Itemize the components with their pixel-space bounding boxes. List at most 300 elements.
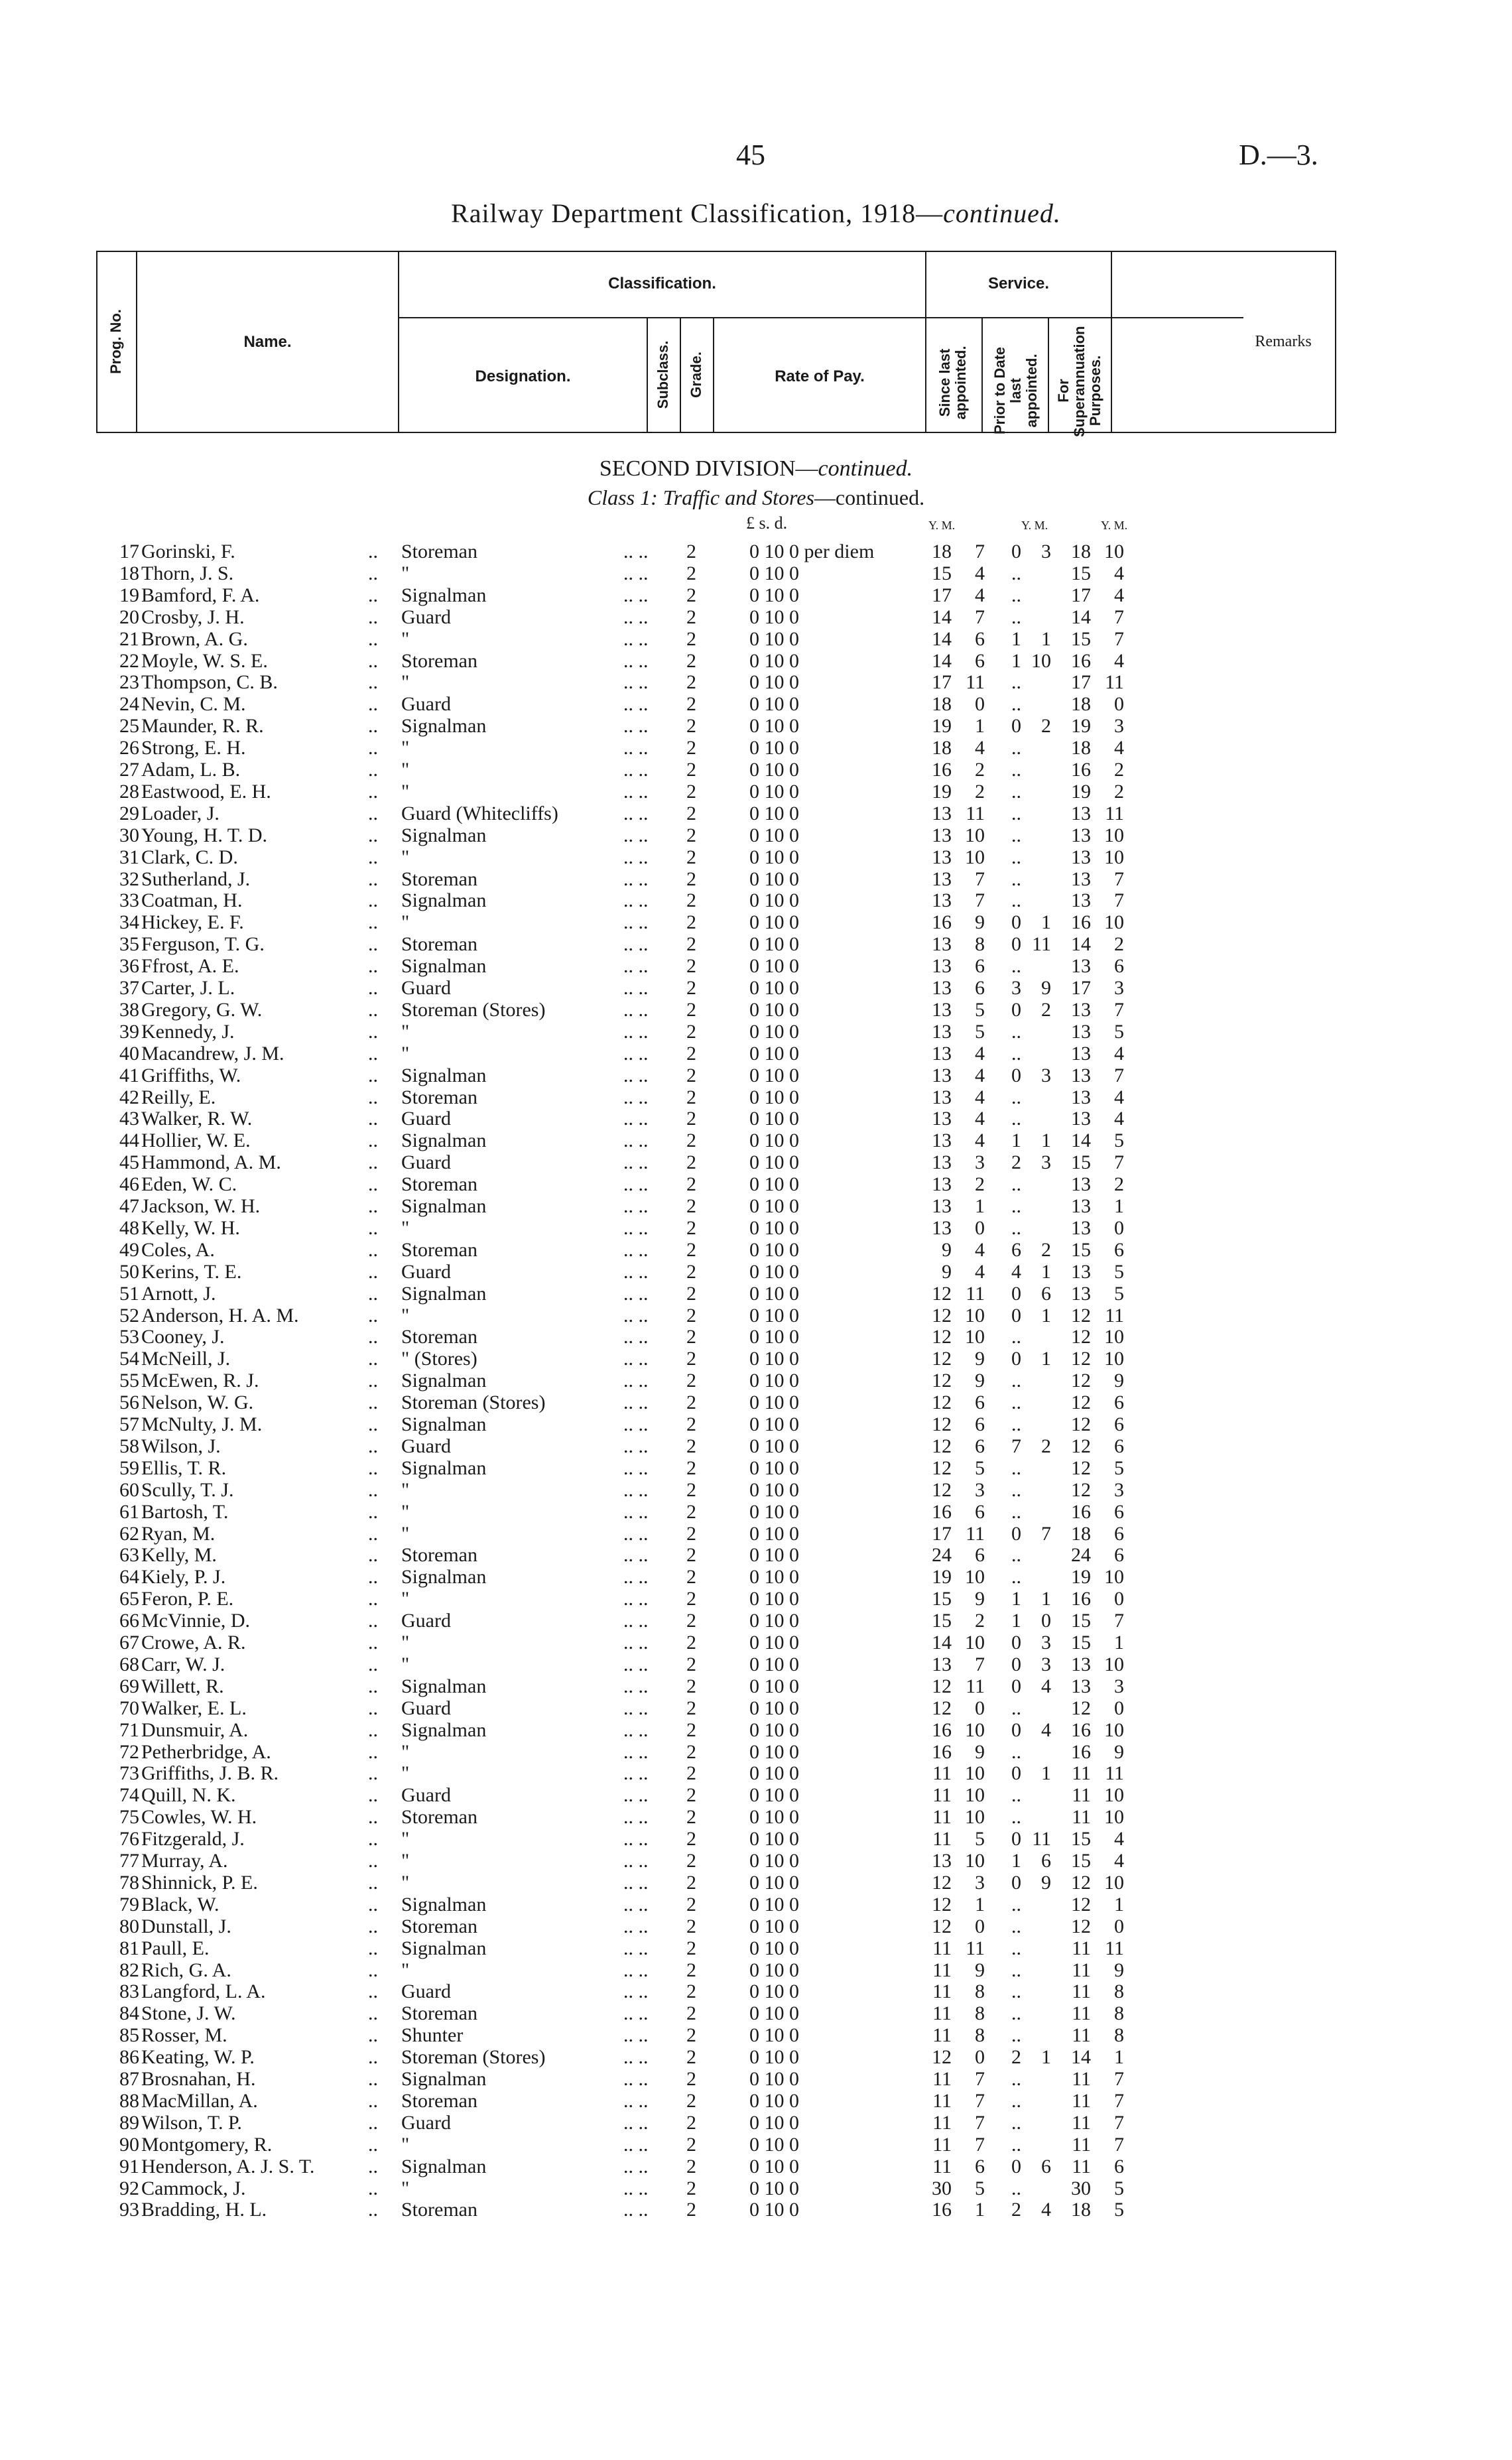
table-row <box>0 1697 1512 1719</box>
rate-of-pay: 0 10 0 <box>749 933 799 956</box>
designation: Guard <box>401 1980 451 2003</box>
rate-of-pay: 0 10 0 <box>749 671 799 694</box>
prior-years: 0 <box>1011 933 1021 956</box>
employee-name: Strong, E. H. <box>141 737 246 759</box>
subclass: 2 <box>686 868 696 890</box>
leader-dots: .. <box>368 2155 378 2177</box>
table-row <box>0 1872 1512 1894</box>
leader-dots: .. <box>368 2111 378 2134</box>
since-months: 10 <box>965 846 985 868</box>
leader-dots: .. .. <box>623 1348 649 1370</box>
super-months: 0 <box>1114 693 1124 716</box>
since-years: 16 <box>932 1740 952 1763</box>
prog-no: 54 <box>119 1348 139 1370</box>
since-years: 12 <box>932 1413 952 1435</box>
super-months: 10 <box>1104 541 1124 562</box>
since-years: 11 <box>932 2002 952 2025</box>
employee-name: Cammock, J. <box>141 2177 246 2199</box>
super-years: 11 <box>1072 1806 1091 1829</box>
super-years: 18 <box>1071 737 1091 759</box>
since-months: 6 <box>975 2155 985 2177</box>
super-months: 6 <box>1114 1500 1124 1523</box>
prior-years: 0 <box>1011 1828 1021 1850</box>
leader-dots: .. <box>368 1435 378 1457</box>
prior-months: 2 <box>1041 1435 1051 1457</box>
class-italic: Traffic and Stores <box>662 486 814 509</box>
employee-name: Young, H. T. D. <box>141 824 268 846</box>
prog-no: 64 <box>119 1566 139 1588</box>
designation: " <box>401 780 410 803</box>
super-years: 13 <box>1071 1260 1091 1283</box>
since-months: 4 <box>975 1260 985 1283</box>
super-years: 11 <box>1072 2068 1091 2090</box>
rate-of-pay: 0 10 0 <box>749 1893 799 1915</box>
since-months: 10 <box>965 1304 985 1327</box>
since-years: 11 <box>932 1937 952 1959</box>
prog-no: 24 <box>119 693 139 716</box>
since-years: 12 <box>932 1871 952 1894</box>
prior-months: 7 <box>1041 1522 1051 1545</box>
designation: Storeman (Stores) <box>401 2046 546 2069</box>
header-classification: Classification. <box>608 275 716 292</box>
subclass: 2 <box>686 606 696 628</box>
designation: Storeman <box>401 868 477 890</box>
subclass: 2 <box>686 1850 696 1872</box>
table-row <box>0 1501 1512 1523</box>
prog-no: 69 <box>119 1675 139 1697</box>
super-months: 6 <box>1114 1238 1124 1261</box>
prog-no: 57 <box>119 1413 139 1435</box>
since-months: 7 <box>975 2133 985 2156</box>
table-row <box>0 715 1512 737</box>
leader-dots: .. .. <box>623 780 649 803</box>
since-months: 7 <box>975 1653 985 1675</box>
leader-dots: .. <box>368 1216 378 1239</box>
division-title <box>0 456 1512 482</box>
prior-years: 1 <box>1011 1130 1021 1152</box>
prior-months: 1 <box>1041 911 1051 934</box>
leader-dots: .. .. <box>623 1675 649 1697</box>
table-row <box>0 955 1512 977</box>
since-months: 4 <box>975 584 985 606</box>
employee-name: Cowles, W. H. <box>141 1806 257 1829</box>
table-row <box>0 803 1512 824</box>
leader-dots: .. <box>368 1762 378 1785</box>
prog-no: 84 <box>119 2002 139 2025</box>
rate-of-pay: 0 10 0 <box>749 1610 799 1632</box>
leader-dots: .. <box>368 846 378 868</box>
designation: Signalman <box>401 1195 487 1217</box>
prior-years: 0 <box>1011 1762 1021 1785</box>
super-years: 14 <box>1071 2046 1091 2069</box>
super-years: 12 <box>1071 1304 1091 1327</box>
table-row <box>0 1523 1512 1545</box>
super-months: 7 <box>1114 627 1124 650</box>
prog-no: 41 <box>119 1064 139 1086</box>
prog-no: 65 <box>119 1588 139 1610</box>
rate-of-pay: 0 10 0 <box>749 1392 799 1414</box>
prior-years: .. <box>1011 889 1021 912</box>
designation: Signalman <box>401 1457 487 1479</box>
prior-years: .. <box>1011 1326 1021 1348</box>
designation: Signalman <box>401 1064 487 1086</box>
super-years: 14 <box>1071 1130 1091 1152</box>
table-row <box>0 628 1512 650</box>
units-pay: £ s. d. <box>746 513 788 533</box>
table-row <box>0 1326 1512 1348</box>
prog-no: 77 <box>119 1850 139 1872</box>
super-months: 9 <box>1114 1370 1124 1392</box>
employee-name: Crosby, J. H. <box>141 606 245 628</box>
since-years: 12 <box>932 1392 952 1414</box>
subclass: 2 <box>686 1893 696 1915</box>
since-years: 11 <box>932 2111 952 2134</box>
prior-years: 4 <box>1011 1260 1021 1283</box>
super-months: 10 <box>1104 911 1124 934</box>
super-years: 13 <box>1071 1064 1091 1086</box>
rate-of-pay: 0 10 0 <box>749 1108 799 1130</box>
rate-of-pay: 0 10 0 <box>749 693 799 716</box>
prior-years: 2 <box>1011 2199 1021 2221</box>
rate-of-pay: 0 10 0 <box>749 1238 799 1261</box>
super-months: 0 <box>1114 1697 1124 1719</box>
super-years: 17 <box>1071 977 1091 999</box>
rate-of-pay: 0 10 0 <box>749 889 799 912</box>
rate-of-pay: 0 10 0 <box>749 1304 799 1327</box>
since-years: 11 <box>932 1980 952 2003</box>
rate-of-pay: 0 10 0 <box>749 1173 799 1196</box>
since-months: 8 <box>975 2024 985 2047</box>
leader-dots: .. <box>368 1130 378 1152</box>
table-row <box>0 693 1512 715</box>
subclass: 2 <box>686 889 696 912</box>
employee-name: Loader, J. <box>141 802 220 824</box>
subclass: 2 <box>686 2068 696 2090</box>
rate-of-pay: 0 10 0 <box>749 1064 799 1086</box>
since-months: 0 <box>975 1915 985 1937</box>
leader-dots: .. <box>368 1718 378 1741</box>
rate-of-pay: 0 10 0 <box>749 846 799 868</box>
employee-name: Ellis, T. R. <box>141 1457 227 1479</box>
table-row <box>0 1348 1512 1370</box>
subclass: 2 <box>686 759 696 781</box>
since-months: 4 <box>975 1042 985 1065</box>
super-months: 5 <box>1114 1457 1124 1479</box>
leader-dots: .. .. <box>623 1130 649 1152</box>
designation: Storeman (Stores) <box>401 1392 546 1414</box>
leader-dots: .. <box>368 606 378 628</box>
designation: Signalman <box>401 1893 487 1915</box>
rate-of-pay: 0 10 0 <box>749 2199 799 2221</box>
leader-dots: .. <box>368 693 378 716</box>
table-row <box>0 541 1512 562</box>
super-years: 11 <box>1072 1937 1091 1959</box>
prior-years: 0 <box>1011 1675 1021 1697</box>
leader-dots: .. .. <box>623 889 649 912</box>
rate-of-pay: 0 10 0 <box>749 1632 799 1653</box>
super-years: 14 <box>1071 933 1091 956</box>
since-years: 11 <box>932 2155 952 2177</box>
leader-dots: .. .. <box>623 1457 649 1479</box>
prior-months: 4 <box>1041 2199 1051 2221</box>
header-prior-to: Prior to Date last appointed. <box>991 346 1040 435</box>
since-months: 7 <box>975 606 985 628</box>
prior-years: .. <box>1011 1108 1021 1130</box>
leader-dots: .. <box>368 1326 378 1348</box>
leader-dots: .. <box>368 1500 378 1523</box>
super-months: 4 <box>1114 1042 1124 1065</box>
super-years: 12 <box>1071 1370 1091 1392</box>
prog-no: 34 <box>119 911 139 934</box>
leader-dots: .. <box>368 889 378 912</box>
leader-dots: .. .. <box>623 1064 649 1086</box>
leader-dots: .. .. <box>623 998 649 1021</box>
leader-dots: .. <box>368 1653 378 1675</box>
leader-dots: .. .. <box>623 1260 649 1283</box>
super-years: 15 <box>1071 1238 1091 1261</box>
leader-dots: .. <box>368 627 378 650</box>
super-months: 1 <box>1114 2046 1124 2069</box>
leader-dots: .. <box>368 1260 378 1283</box>
designation: " <box>401 846 410 868</box>
prior-years: .. <box>1011 2089 1021 2112</box>
leader-dots: .. .. <box>623 1392 649 1414</box>
leader-dots: .. <box>368 2089 378 2112</box>
leader-dots: .. .. <box>623 1740 649 1763</box>
since-years: 16 <box>932 1500 952 1523</box>
since-years: 12 <box>932 1282 952 1305</box>
prog-no: 32 <box>119 868 139 890</box>
employee-name: Griffiths, W. <box>141 1064 241 1086</box>
title-italic: continued. <box>943 198 1061 228</box>
super-months: 7 <box>1114 606 1124 628</box>
leader-dots: .. .. <box>623 649 649 672</box>
rate-of-pay: 0 10 0 <box>749 2177 799 2199</box>
rate-of-pay: 0 10 0 <box>749 1348 799 1370</box>
employee-name: Eden, W. C. <box>141 1173 237 1196</box>
leader-dots: .. <box>368 1828 378 1850</box>
table-row <box>0 1130 1512 1151</box>
employee-name: Murray, A. <box>141 1850 228 1872</box>
rate-of-pay: 0 10 0 <box>749 649 799 672</box>
prior-months: 2 <box>1041 998 1051 1021</box>
super-years: 30 <box>1071 2177 1091 2199</box>
since-years: 12 <box>932 2046 952 2069</box>
prog-no: 78 <box>119 1871 139 1894</box>
since-months: 10 <box>965 1718 985 1741</box>
super-years: 11 <box>1072 1980 1091 2003</box>
leader-dots: .. <box>368 1392 378 1414</box>
subclass: 2 <box>686 1348 696 1370</box>
super-years: 12 <box>1071 1871 1091 1894</box>
leader-dots: .. <box>368 1980 378 2003</box>
employee-name: Ffrost, A. E. <box>141 955 239 978</box>
super-months: 10 <box>1104 1348 1124 1370</box>
leader-dots: .. <box>368 1457 378 1479</box>
leader-dots: .. <box>368 759 378 781</box>
leader-dots: .. <box>368 1348 378 1370</box>
since-months: 6 <box>975 1413 985 1435</box>
super-years: 19 <box>1071 715 1091 738</box>
prior-months: 1 <box>1041 1304 1051 1327</box>
designation: Guard <box>401 606 451 628</box>
since-years: 13 <box>932 1042 952 1065</box>
prior-months: 2 <box>1041 715 1051 738</box>
table-row <box>0 1566 1512 1588</box>
prog-no: 17 <box>119 541 139 562</box>
rate-of-pay: 0 10 0 <box>749 1980 799 2003</box>
super-months: 10 <box>1104 1871 1124 1894</box>
prior-months: 9 <box>1041 1871 1051 1894</box>
prior-years: .. <box>1011 1195 1021 1217</box>
prog-no: 49 <box>119 1238 139 1261</box>
table-row <box>0 1021 1512 1043</box>
prog-no: 76 <box>119 1828 139 1850</box>
rate-of-pay: 0 10 0 <box>749 715 799 738</box>
rate-of-pay: 0 10 0 <box>749 2133 799 2156</box>
prog-no: 37 <box>119 977 139 999</box>
designation: Guard <box>401 1151 451 1174</box>
leader-dots: .. .. <box>623 2177 649 2199</box>
since-years: 13 <box>932 1850 952 1872</box>
subclass: 2 <box>686 2046 696 2069</box>
leader-dots: .. <box>368 2024 378 2047</box>
super-years: 12 <box>1071 1457 1091 1479</box>
leader-dots: .. <box>368 1195 378 1217</box>
leader-dots: .. <box>368 1959 378 1981</box>
since-years: 15 <box>932 1610 952 1632</box>
rate-of-pay: 0 10 0 <box>749 802 799 824</box>
since-years: 14 <box>932 1632 952 1653</box>
since-months: 8 <box>975 2002 985 2025</box>
leader-dots: .. .. <box>623 1216 649 1239</box>
since-years: 13 <box>932 1216 952 1239</box>
subclass: 2 <box>686 2155 696 2177</box>
prog-no: 92 <box>119 2177 139 2199</box>
super-years: 12 <box>1071 1435 1091 1457</box>
prior-years: .. <box>1011 1500 1021 1523</box>
since-months: 7 <box>975 868 985 890</box>
since-years: 11 <box>932 2024 952 2047</box>
subclass: 2 <box>686 1959 696 1981</box>
employee-name: Bradding, H. L. <box>141 2199 267 2221</box>
leader-dots: .. .. <box>623 824 649 846</box>
super-months: 2 <box>1114 1173 1124 1196</box>
leader-dots: .. .. <box>623 1151 649 1174</box>
prior-years: 1 <box>1011 627 1021 650</box>
page-title <box>0 198 1512 229</box>
employee-name: Thompson, C. B. <box>141 671 278 694</box>
super-years: 11 <box>1072 1762 1091 1785</box>
table-row <box>0 1762 1512 1784</box>
employee-name: Carr, W. J. <box>141 1653 225 1675</box>
subclass: 2 <box>686 1675 696 1697</box>
designation: " <box>401 1740 410 1763</box>
since-years: 18 <box>932 737 952 759</box>
prior-years: .. <box>1011 2133 1021 2156</box>
leader-dots: .. <box>368 671 378 694</box>
prior-months: 10 <box>1031 649 1051 672</box>
rate-of-pay: 0 10 0 <box>749 1413 799 1435</box>
since-years: 12 <box>932 1435 952 1457</box>
leader-dots: .. <box>368 1937 378 1959</box>
leader-dots: .. <box>368 1020 378 1043</box>
super-months: 7 <box>1114 2111 1124 2134</box>
since-months: 0 <box>975 2046 985 2069</box>
since-years: 14 <box>932 606 952 628</box>
designation: Storeman <box>401 1238 477 1261</box>
table-row <box>0 999 1512 1021</box>
prior-years: .. <box>1011 1959 1021 1981</box>
super-months: 10 <box>1104 1653 1124 1675</box>
designation: Storeman <box>401 2089 477 2112</box>
prior-years: .. <box>1011 737 1021 759</box>
leader-dots: .. .. <box>623 955 649 978</box>
super-years: 15 <box>1071 1850 1091 1872</box>
designation: Signalman <box>401 1675 487 1697</box>
designation: " <box>401 911 410 934</box>
since-months: 11 <box>966 1522 985 1545</box>
prog-no: 29 <box>119 802 139 824</box>
prior-years: 0 <box>1011 541 1021 562</box>
super-years: 13 <box>1071 1020 1091 1043</box>
prog-no: 45 <box>119 1151 139 1174</box>
prior-years: 0 <box>1011 1282 1021 1305</box>
prior-years: 0 <box>1011 2155 1021 2177</box>
leader-dots: .. .. <box>623 1784 649 1807</box>
since-months: 5 <box>975 1457 985 1479</box>
subclass: 2 <box>686 1457 696 1479</box>
leader-dots: .. .. <box>623 1042 649 1065</box>
table-row <box>0 1544 1512 1566</box>
super-months: 1 <box>1114 1632 1124 1653</box>
since-years: 13 <box>932 977 952 999</box>
prior-years: .. <box>1011 802 1021 824</box>
rate-of-pay: 0 10 0 <box>749 562 799 584</box>
prior-months: 1 <box>1041 1762 1051 1785</box>
prior-years: 2 <box>1011 1151 1021 1174</box>
prior-years: .. <box>1011 1020 1021 1043</box>
subclass: 2 <box>686 977 696 999</box>
prog-no: 51 <box>119 1282 139 1305</box>
subclass: 2 <box>686 1130 696 1152</box>
prior-years: .. <box>1011 1370 1021 1392</box>
subclass: 2 <box>686 1610 696 1632</box>
employee-name: Bartosh, T. <box>141 1500 229 1523</box>
leader-dots: .. .. <box>623 1610 649 1632</box>
prior-months: 1 <box>1041 1130 1051 1152</box>
prog-no: 86 <box>119 2046 139 2069</box>
employee-name: Walker, R. W. <box>141 1108 253 1130</box>
leader-dots: .. <box>368 2177 378 2199</box>
employee-name: Kelly, M. <box>141 1544 217 1567</box>
employee-name: Crowe, A. R. <box>141 1632 246 1653</box>
employee-name: Clark, C. D. <box>141 846 238 868</box>
leader-dots: .. .. <box>623 1762 649 1785</box>
super-months: 4 <box>1114 1850 1124 1872</box>
employee-name: Moyle, W. S. E. <box>141 649 268 672</box>
table-row <box>0 2002 1512 2024</box>
table-row <box>0 889 1512 911</box>
since-years: 19 <box>932 1566 952 1588</box>
table-row <box>0 1435 1512 1457</box>
prior-years: .. <box>1011 1544 1021 1567</box>
super-years: 11 <box>1072 2089 1091 2112</box>
employee-name: Bamford, F. A. <box>141 584 260 606</box>
since-months: 7 <box>975 2068 985 2090</box>
rate-of-pay: 0 10 0 <box>749 1326 799 1348</box>
rate-of-pay: 0 10 0 <box>749 1195 799 1217</box>
